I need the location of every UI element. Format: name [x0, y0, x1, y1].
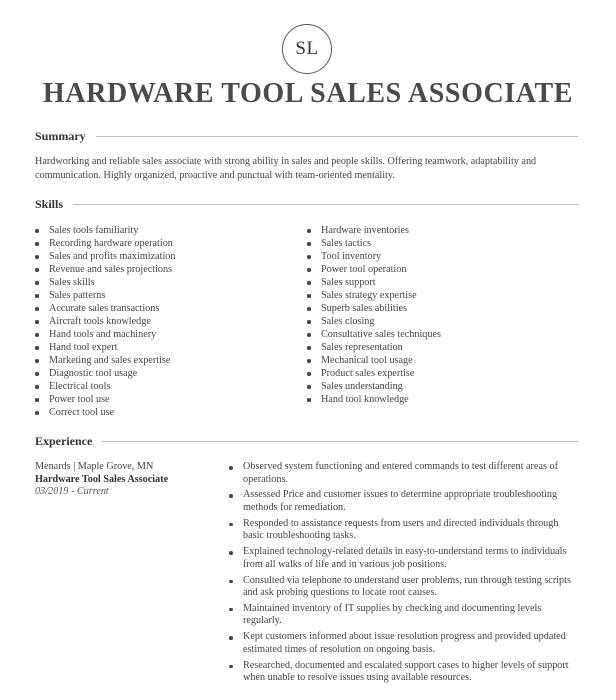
job-bullet: Maintained inventory of IT supplies by checking and documenting levels regularly.	[228, 603, 578, 628]
skill-item: Tool inventory	[307, 250, 441, 263]
skill-item: Hand tool expert	[35, 341, 175, 354]
job-company-location: Menards | Maple Grove, MN	[35, 461, 154, 472]
skills-section-header	[35, 196, 578, 212]
skill-item: Diagnostic tool usage	[35, 367, 175, 380]
skill-item: Hardware inventories	[307, 224, 441, 237]
skill-item: Hand tool knowledge	[307, 393, 441, 406]
skills-list-left	[35, 224, 175, 419]
skill-item: Sales tactics	[307, 237, 441, 250]
skills-list-right	[307, 224, 441, 406]
skill-item: Correct tool use	[35, 406, 175, 419]
skill-item: Sales and profits maximization	[35, 250, 175, 263]
skill-item: Sales skills	[35, 276, 175, 289]
skill-item: Superb sales abilities	[307, 302, 441, 315]
skills-divider	[73, 204, 578, 205]
skill-item: Hand tools and machinery	[35, 328, 175, 341]
skill-item: Electrical tools	[35, 380, 175, 393]
summary-text: Hardworking and reliable sales associate with strong ability in sales and people skills. Offering teamwork, adaptability and communication. Highly organized, proactive and punctual with team-oriented mentality.	[35, 156, 537, 181]
skill-item: Sales closing	[307, 315, 441, 328]
job-bullet: Responded to assistance requests from users and directed individuals through basic troubleshooting tasks.	[228, 518, 578, 543]
monogram-initials: SL	[295, 38, 319, 59]
job-responsibilities-list	[228, 461, 578, 688]
job-bullet: Assessed Price and customer issues to determine appropriate troubleshooting methods for remediation.	[228, 489, 578, 514]
summary-heading: Summary	[35, 128, 86, 143]
job-bullet: Explained technology-related details in easy-to-understand terms to individuals from all walks of life and in various job positions.	[228, 546, 578, 571]
summary-section-header	[35, 128, 578, 144]
monogram-avatar	[282, 24, 332, 74]
skill-item: Sales tools familiarity	[35, 224, 175, 237]
skill-item: Product sales expertise	[307, 367, 441, 380]
resume-title: HARDWARE TOOL SALES ASSOCIATE	[42, 78, 574, 109]
experience-section-header	[35, 433, 578, 449]
skill-item: Power tool use	[35, 393, 175, 406]
skill-item: Accurate sales transactions	[35, 302, 175, 315]
skill-item: Aircraft tools knowledge	[35, 315, 175, 328]
skills-heading: Skills	[35, 196, 64, 211]
experience-divider	[102, 441, 578, 442]
skill-item: Power tool operation	[307, 263, 441, 276]
skill-item: Sales understanding	[307, 380, 441, 393]
job-bullet: Consulted via telephone to understand user problems, run through testing scripts and ask probing questions to locate root causes.	[228, 575, 578, 600]
skill-item: Recording hardware operation	[35, 237, 175, 250]
job-bullet: Kept customers informed about issue resolution progress and provided updated estimated times of resolution on ongoing basis.	[228, 631, 578, 656]
skill-item: Revenue and sales projections	[35, 263, 175, 276]
skill-item: Mechanical tool usage	[307, 354, 441, 367]
skill-item: Sales strategy expertise	[307, 289, 441, 302]
job-bullet: Researched, documented and escalated support cases to higher levels of support when unable to resolve issues using available resources.	[228, 660, 578, 685]
experience-heading: Experience	[35, 433, 93, 448]
skill-item: Sales patterns	[35, 289, 175, 302]
job-bullet: Observed system functioning and entered commands to test different areas of operations.	[228, 461, 578, 486]
skill-item: Sales support	[307, 276, 441, 289]
summary-divider	[96, 136, 578, 137]
skill-item: Marketing and sales expertise	[35, 354, 175, 367]
job-dates: 03/2019 - Current	[35, 486, 109, 497]
skill-item: Sales representation	[307, 341, 441, 354]
job-title: Hardware Tool Sales Associate	[35, 473, 169, 485]
skill-item: Consultative sales techniques	[307, 328, 441, 341]
job-meta	[35, 461, 168, 499]
